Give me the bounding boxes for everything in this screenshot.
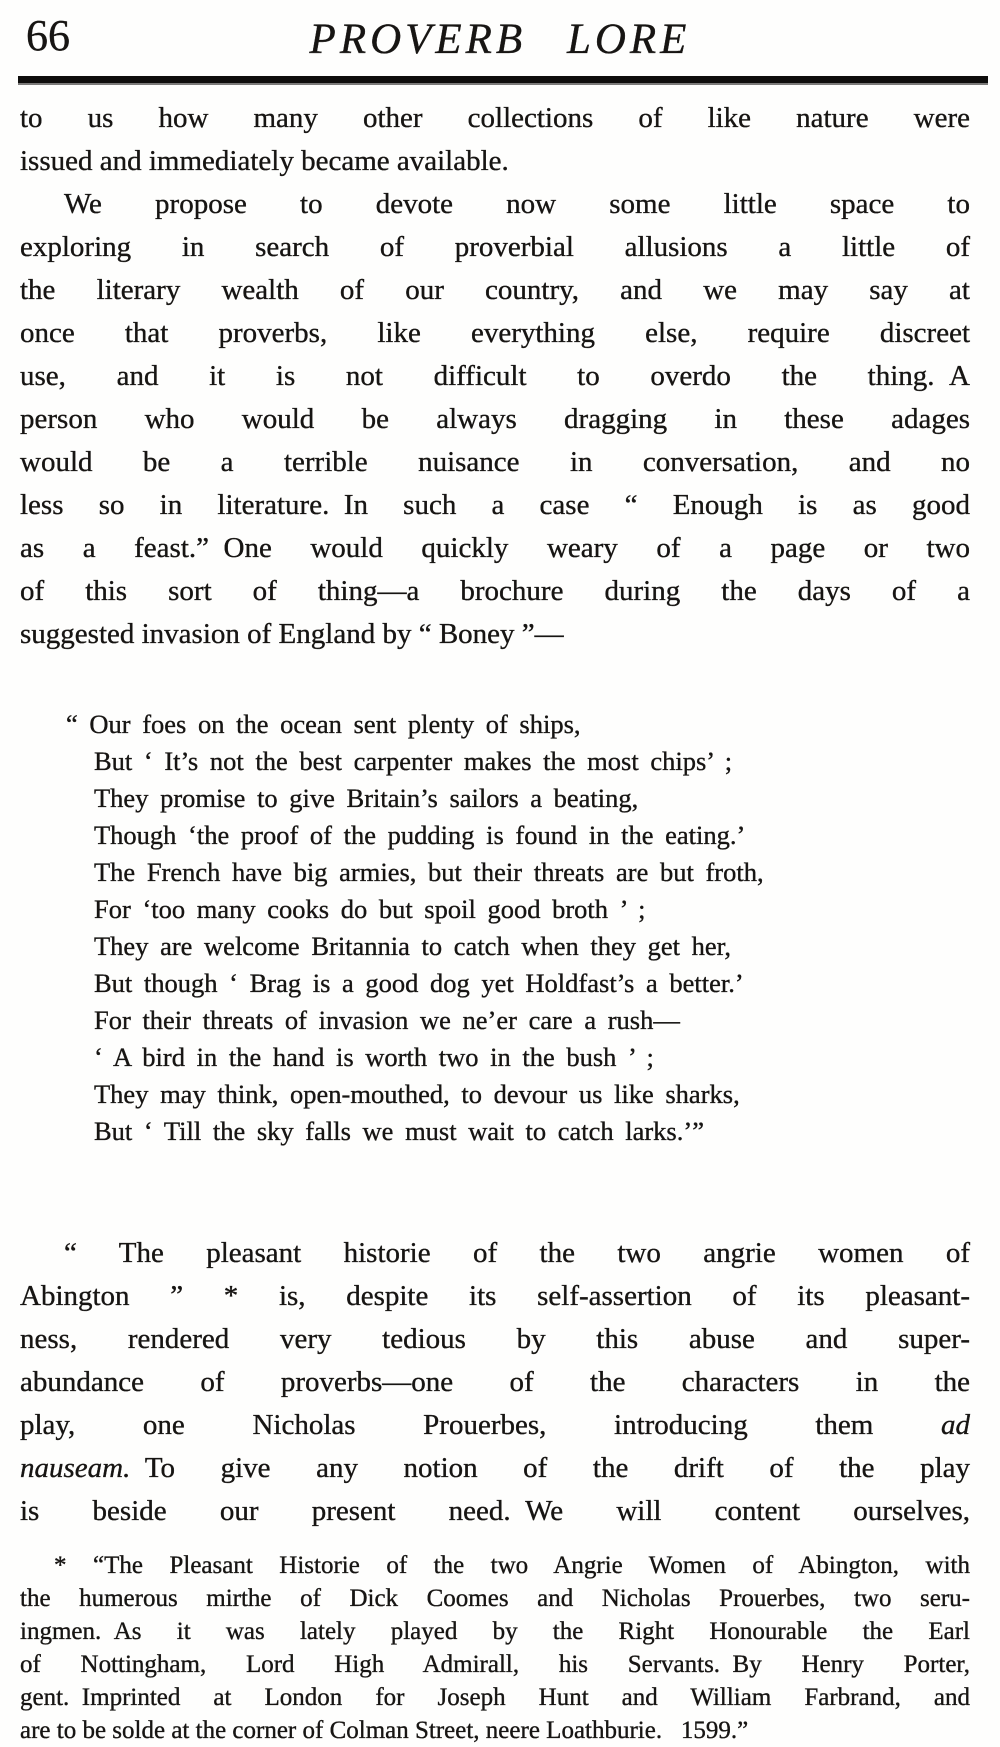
- text-line: person who would be always dragging in these adages: [20, 403, 970, 435]
- text-line: But ‘ Till the sky falls we must wait to catch larks.’”: [94, 1116, 704, 1146]
- text-line: ness, rendered very tedious by this abuse and super-: [20, 1323, 970, 1355]
- text-line: abundance of proverbs—one of the characters in the: [20, 1366, 970, 1398]
- text-line: gent. Imprinted at London for Joseph Hunt and William Farbrand, and: [20, 1684, 970, 1711]
- text-line: [20, 1404, 970, 1447]
- paragraph-block: [20, 183, 970, 656]
- text-line: They promise to give Britain’s sailors a beating,: [94, 783, 639, 813]
- text-line: They are welcome Britannia to catch when they get her,: [94, 931, 731, 961]
- text-line: For their threats of invasion we ne’er care a rush—: [94, 1005, 680, 1035]
- page-number: 66: [26, 11, 70, 60]
- text-line: But though ‘ Brag is a good dog yet Holdfast’s a better.’: [94, 968, 744, 998]
- text-line: They may think, open-mouthed, to devour us like sharks,: [94, 1079, 740, 1109]
- text-line: issued and immediately became available.: [20, 145, 509, 177]
- text-line: of this sort of thing—a brochure during the days of a: [20, 575, 970, 607]
- text-line: “ Our foes on the ocean sent plenty of ships,: [66, 709, 581, 739]
- text-line: once that proverbs, like everything else, require discreet: [20, 317, 970, 349]
- text-line: would be a terrible nuisance in conversation, and no: [20, 446, 970, 478]
- text-line: as a feast.” One would quickly weary of a page or two: [20, 532, 970, 564]
- text-line: is beside our present need. We will content ourselves,: [20, 1495, 970, 1527]
- text-line: exploring in search of proverbial allusions a little of: [20, 231, 970, 263]
- paragraph-block: [20, 97, 970, 183]
- paragraph-block: [20, 1232, 970, 1533]
- text-line: the literary wealth of our country, and we may say at: [20, 274, 970, 306]
- text-line: ‘ A bird in the hand is worth two in the bush ’ ;: [94, 1042, 654, 1072]
- text-line: “ The pleasant historie of the two angrie women of: [64, 1237, 970, 1269]
- text-segment: play, one Nicholas Prouerbes, introducing them: [20, 1409, 941, 1441]
- text-segment: To give any notion of the drift of the play: [130, 1452, 970, 1484]
- italic-text: nauseam.: [20, 1452, 131, 1484]
- text-line: the humerous mirthe of Dick Coomes and Nicholas Prouerbes, two seru-: [20, 1585, 970, 1612]
- footnote-block: [20, 1549, 970, 1747]
- text-line: Though ‘the proof of the pudding is found in the eating.’: [94, 820, 746, 850]
- text-line: to us how many other collections of like nature were: [20, 102, 970, 134]
- text-line: are to be solde at the corner of Colman Street, neere Loathburie. 1599.”: [20, 1717, 749, 1744]
- text-line: ingmen. As it was lately played by the Right Honourable the Earl: [20, 1618, 970, 1645]
- page-header: [0, 10, 1000, 68]
- text-line: less so in literature. In such a case “ Enough is as good: [20, 489, 970, 521]
- text-line: The French have big armies, but their threats are but froth,: [94, 857, 764, 887]
- text-line: of Nottingham, Lord High Admirall, his Servants. By Henry Porter,: [20, 1651, 970, 1678]
- text-line: For ‘too many cooks do but spoil good broth ’ ;: [94, 894, 646, 924]
- header-rule: [18, 76, 988, 83]
- text-line: [20, 1447, 970, 1490]
- text-body: [0, 97, 1000, 1747]
- italic-text: ad: [941, 1409, 970, 1441]
- verse-block: [20, 706, 970, 1150]
- text-line: We propose to devote now some little space to: [64, 188, 970, 220]
- running-title: PROVERB LORE: [309, 16, 691, 63]
- text-line: * “The Pleasant Historie of the two Angrie Women of Abington, with: [54, 1552, 970, 1579]
- text-line: use, and it is not difficult to overdo the thing. A: [20, 360, 970, 392]
- text-line: suggested invasion of England by “ Boney ”—: [20, 618, 564, 650]
- text-line: Abington ” * is, despite its self-assertion of its pleasant-: [20, 1280, 970, 1312]
- text-line: But ‘ It’s not the best carpenter makes the most chips’ ;: [94, 746, 733, 776]
